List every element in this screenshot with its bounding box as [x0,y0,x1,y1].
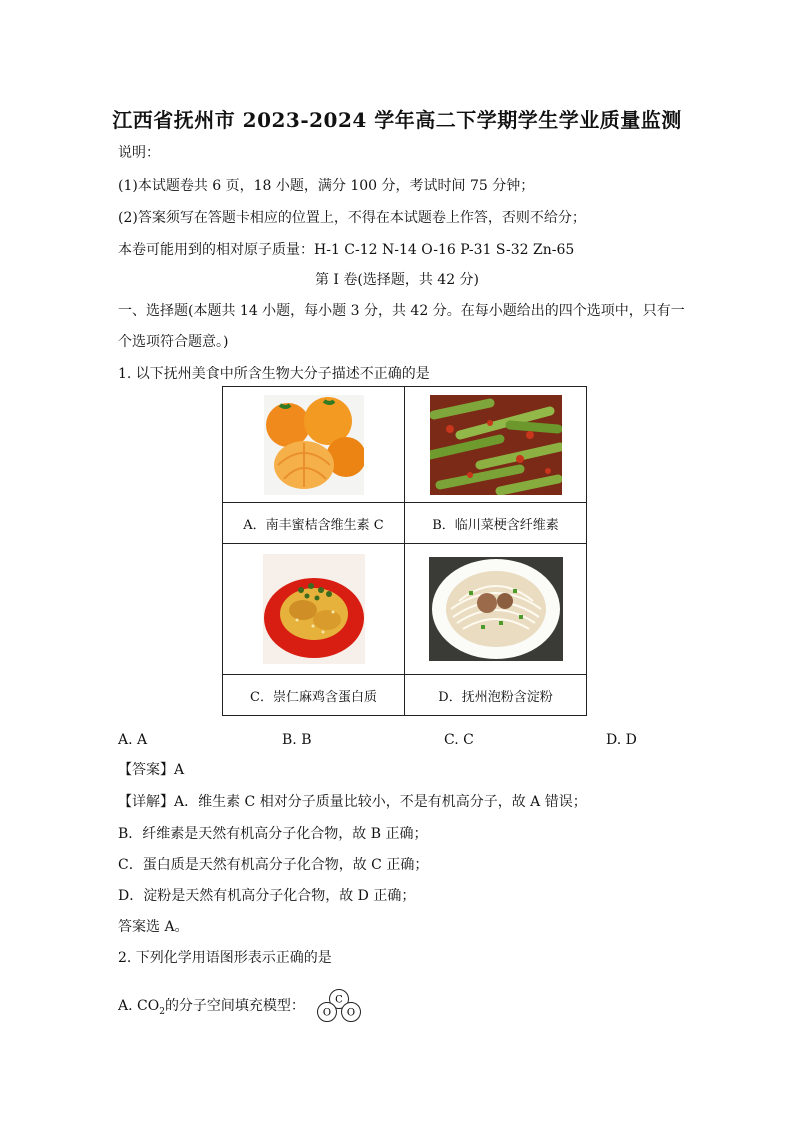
option-d[interactable]: D. D [606,732,637,748]
answer: 【答案】A [118,762,185,778]
explanation-3: C．蛋白质是天然有机高分子化合物，故 C 正确； [118,857,429,873]
pickled-vegetable-stems-image [430,395,562,495]
notes-heading: 说明： [118,145,160,161]
caption-c: C．崇仁麻鸡含蛋白质 [223,675,405,716]
atomic-masses: 本卷可能用到的相对原子质量：H-1 C-12 N-14 O-16 P-31 S-32 Zn-65 [118,242,575,258]
option-b[interactable]: B. B [282,732,312,748]
cell-image-c [223,544,405,675]
question-2-stem: 2. 下列化学用语图形表示正确的是 [118,950,332,966]
caption-d: D．抚州泡粉含淀粉 [405,675,587,716]
food-options-table [222,386,587,716]
option-a[interactable]: A. A [118,732,148,748]
rice-noodle-soup-image [429,557,563,661]
cell-image-b [405,387,587,503]
mandarin-oranges-image [264,395,364,495]
atom-label-o-right: O [346,1007,356,1019]
cell-image-a [223,387,405,503]
cell-image-d [405,544,587,675]
sesame-chicken-image [263,554,365,664]
co2-subscript: 2 [159,1006,165,1017]
explanation-1: 【详解】A．维生素 C 相对分子质量比较小，不是有机高分子，故 A 错误； [118,794,587,810]
question-2-option-a [118,996,305,1022]
note-2: (2)答案须写在答题卡相应的位置上，不得在本试题卷上作答，否则不给分； [118,210,586,226]
co2-space-filling-model [314,988,364,1024]
part-instructions-2: 个选项符合题意。) [118,334,229,350]
atom-label-c: C [335,994,343,1006]
caption-b: B．临川菜梗含纤维素 [405,503,587,544]
atom-label-o-left: O [322,1007,332,1019]
caption-a: A．南丰蜜桔含维生素 C [223,503,405,544]
explanation-4: D．淀粉是天然有机高分子化合物，故 D 正确； [118,888,416,904]
part-instructions-1: 一、选择题(本题共 14 小题，每小题 3 分，共 42 分。在每小题给出的四个选项中，只有一 [118,303,685,319]
question-1-stem: 1. 以下抚州美食中所含生物大分子描述不正确的是 [118,366,430,382]
section-title: 第 I 卷(选择题，共 42 分) [314,272,480,288]
note-1: (1)本试题卷共 6 页，18 小题，满分 100 分，考试时间 75 分钟； [118,178,535,194]
explanation-2: B．纤维素是天然有机高分子化合物，故 B 正确； [118,826,428,842]
option-c[interactable]: C. C [444,732,474,748]
explanation-5: 答案选 A。 [118,919,189,935]
page-title: 江西省抚州市 2023-2024 学年高二下学期学生学业质量监测 [112,108,682,132]
option-a-suffix: 的分子空间填充模型： [164,998,305,1014]
option-a-prefix: A. CO [118,998,160,1014]
